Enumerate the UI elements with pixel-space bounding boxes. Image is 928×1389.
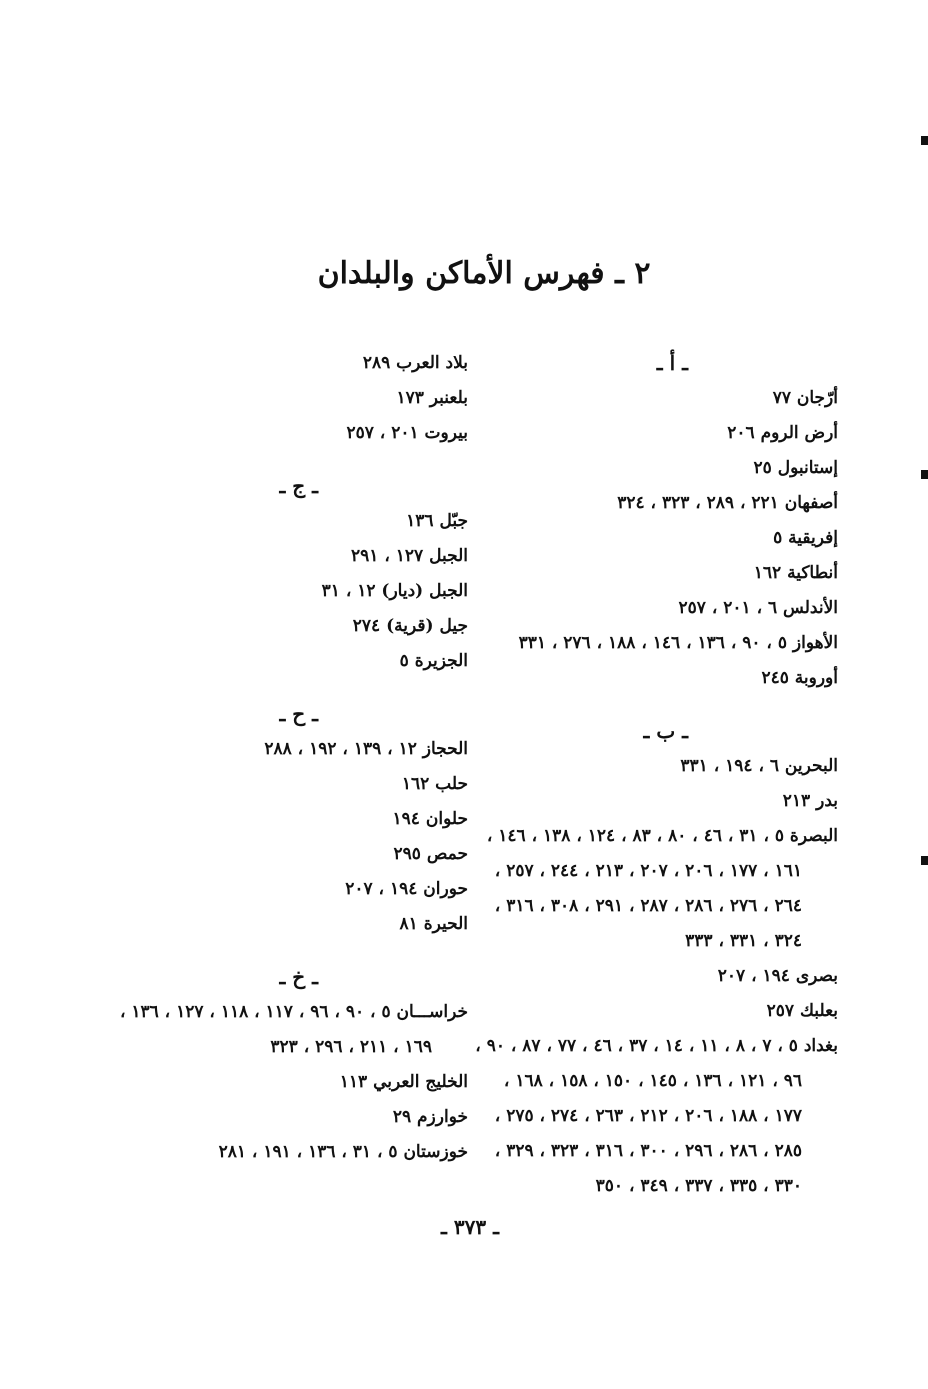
index-entry: بدر ٢١٣ [782, 791, 838, 811]
index-entry: حمص ٢٩٥ [393, 844, 468, 864]
index-entry: أرض الروم ٢٠٦ [727, 423, 838, 443]
edge-mark [921, 470, 928, 479]
index-entry-continuation: ٣٣٠ ، ٣٣٥ ، ٣٣٧ ، ٣٤٩ ، ٣٥٠ [595, 1176, 802, 1196]
index-entry: خوارزم ٢٩ [392, 1107, 468, 1127]
index-entry: حوران ١٩٤ ، ٢٠٧ [345, 879, 468, 899]
index-entry: أوروبة ٢٤٥ [761, 668, 838, 688]
index-entry-continuation: ٩٦ ، ١٢١ ، ١٣٦ ، ١٤٥ ، ١٥٠ ، ١٥٨ ، ١٦٨ ، [503, 1071, 802, 1091]
index-entry: أرّجان ٧٧ [772, 388, 838, 408]
index-entry: أنطاكية ١٦٢ [753, 563, 838, 583]
page-number: ـ ٣٧٣ ـ [441, 1215, 499, 1239]
index-entry: أصفهان ٢٢١ ، ٢٨٩ ، ٣٢٣ ، ٣٢٤ [617, 493, 838, 513]
index-entry: حلوان ١٩٤ [392, 809, 468, 829]
index-entry: الجبل ١٢٧ ، ٢٩١ [351, 546, 468, 566]
section-header-ha: ـ ح ـ [279, 702, 318, 726]
right-column [475, 346, 838, 1204]
section-header-jim: ـ ج ـ [279, 474, 318, 498]
index-entry-continuation: ١٧٧ ، ١٨٨ ، ٢٠٦ ، ٢١٢ ، ٢٦٣ ، ٢٧٤ ، ٢٧٥ ، [494, 1106, 802, 1126]
index-entry-continuation: ٣٢٤ ، ٣٣١ ، ٣٣٣ [685, 931, 802, 951]
index-entry: حلب ١٦٢ [401, 774, 468, 794]
index-entry: خوزستان ٥ ، ٣١ ، ١٣٦ ، ١٩١ ، ٢٨١ [218, 1142, 468, 1162]
index-entry: بصرى ١٩٤ ، ٢٠٧ [717, 966, 838, 986]
index-entry: البحرين ٦ ، ١٩٤ ، ٣٣١ [680, 756, 838, 776]
page-title: ٢ ـ فهرس الأماكن والبلدان [317, 256, 651, 291]
left-column [88, 346, 468, 1170]
index-entry: الأندلس ٦ ، ٢٠١ ، ٢٥٧ [678, 598, 838, 618]
index-entry: إفريقية ٥ [773, 528, 838, 548]
index-entry: جيل (قرية) ٢٧٤ [352, 616, 468, 636]
index-entry-continuation: ١٦١ ، ١٧٧ ، ٢٠٦ ، ٢٠٧ ، ٢١٣ ، ٢٤٤ ، ٢٥٧ ، [494, 861, 802, 881]
index-entry: بيروت ٢٠١ ، ٢٥٧ [346, 423, 468, 443]
section-header-alif: ـ أ ـ [656, 351, 688, 375]
index-entry: بلاد العرب ٢٨٩ [362, 353, 468, 373]
index-entry: الخليج العربي ١١٣ [339, 1072, 468, 1092]
section-header-ba: ـ ب ـ [643, 719, 688, 743]
index-entry: بلعنبر ١٧٣ [396, 388, 468, 408]
index-entry: الجزيرة ٥ [399, 651, 468, 671]
index-entry-continuation: ٢٨٥ ، ٢٨٦ ، ٢٩٦ ، ٣٠٠ ، ٣١٦ ، ٣٢٣ ، ٣٢٩ ، [494, 1141, 802, 1161]
index-entry: الأهواز ٥ ، ٩٠ ، ١٣٦ ، ١٤٦ ، ١٨٨ ، ٢٧٦ ، ٣٣١ [518, 633, 838, 653]
index-entry: خراســـان ٥ ، ٩٠ ، ٩٦ ، ١١٧ ، ١١٨ ، ١٢٧ ، ١٣٦ ، [119, 1002, 468, 1022]
index-entry: الحجاز ١٢ ، ١٣٩ ، ١٩٢ ، ٢٨٨ [264, 739, 468, 759]
index-entry: إستانبول ٢٥ [753, 458, 838, 478]
index-entry: الجبل (ديار) ١٢ ، ٣١ [321, 581, 468, 601]
edge-mark [921, 136, 928, 145]
index-entry: الحيرة ٨١ [399, 914, 468, 934]
index-entry-continuation: ٢٦٤ ، ٢٧٦ ، ٢٨٦ ، ٢٨٧ ، ٢٩١ ، ٣٠٨ ، ٣١٦ ، [494, 896, 802, 916]
section-header-kha: ـ خ ـ [279, 965, 318, 989]
edge-mark [921, 856, 928, 865]
index-entry: بغداد ٥ ، ٧ ، ٨ ، ١١ ، ١٤ ، ٣٧ ، ٤٦ ، ٧٧ ، ٨٧ ، ٩٠ ، [475, 1036, 838, 1056]
index-entry: بعلبك ٢٥٧ [766, 1001, 838, 1021]
index-entry-continuation: ١٦٩ ، ٢١١ ، ٢٩٦ ، ٣٢٣ [270, 1037, 432, 1057]
index-entry: جبّل ١٣٦ [406, 511, 468, 531]
index-entry: البصرة ٥ ، ٣١ ، ٤٦ ، ٨٠ ، ٨٣ ، ١٢٤ ، ١٣٨ ، ١٤٦ ، [486, 826, 838, 846]
